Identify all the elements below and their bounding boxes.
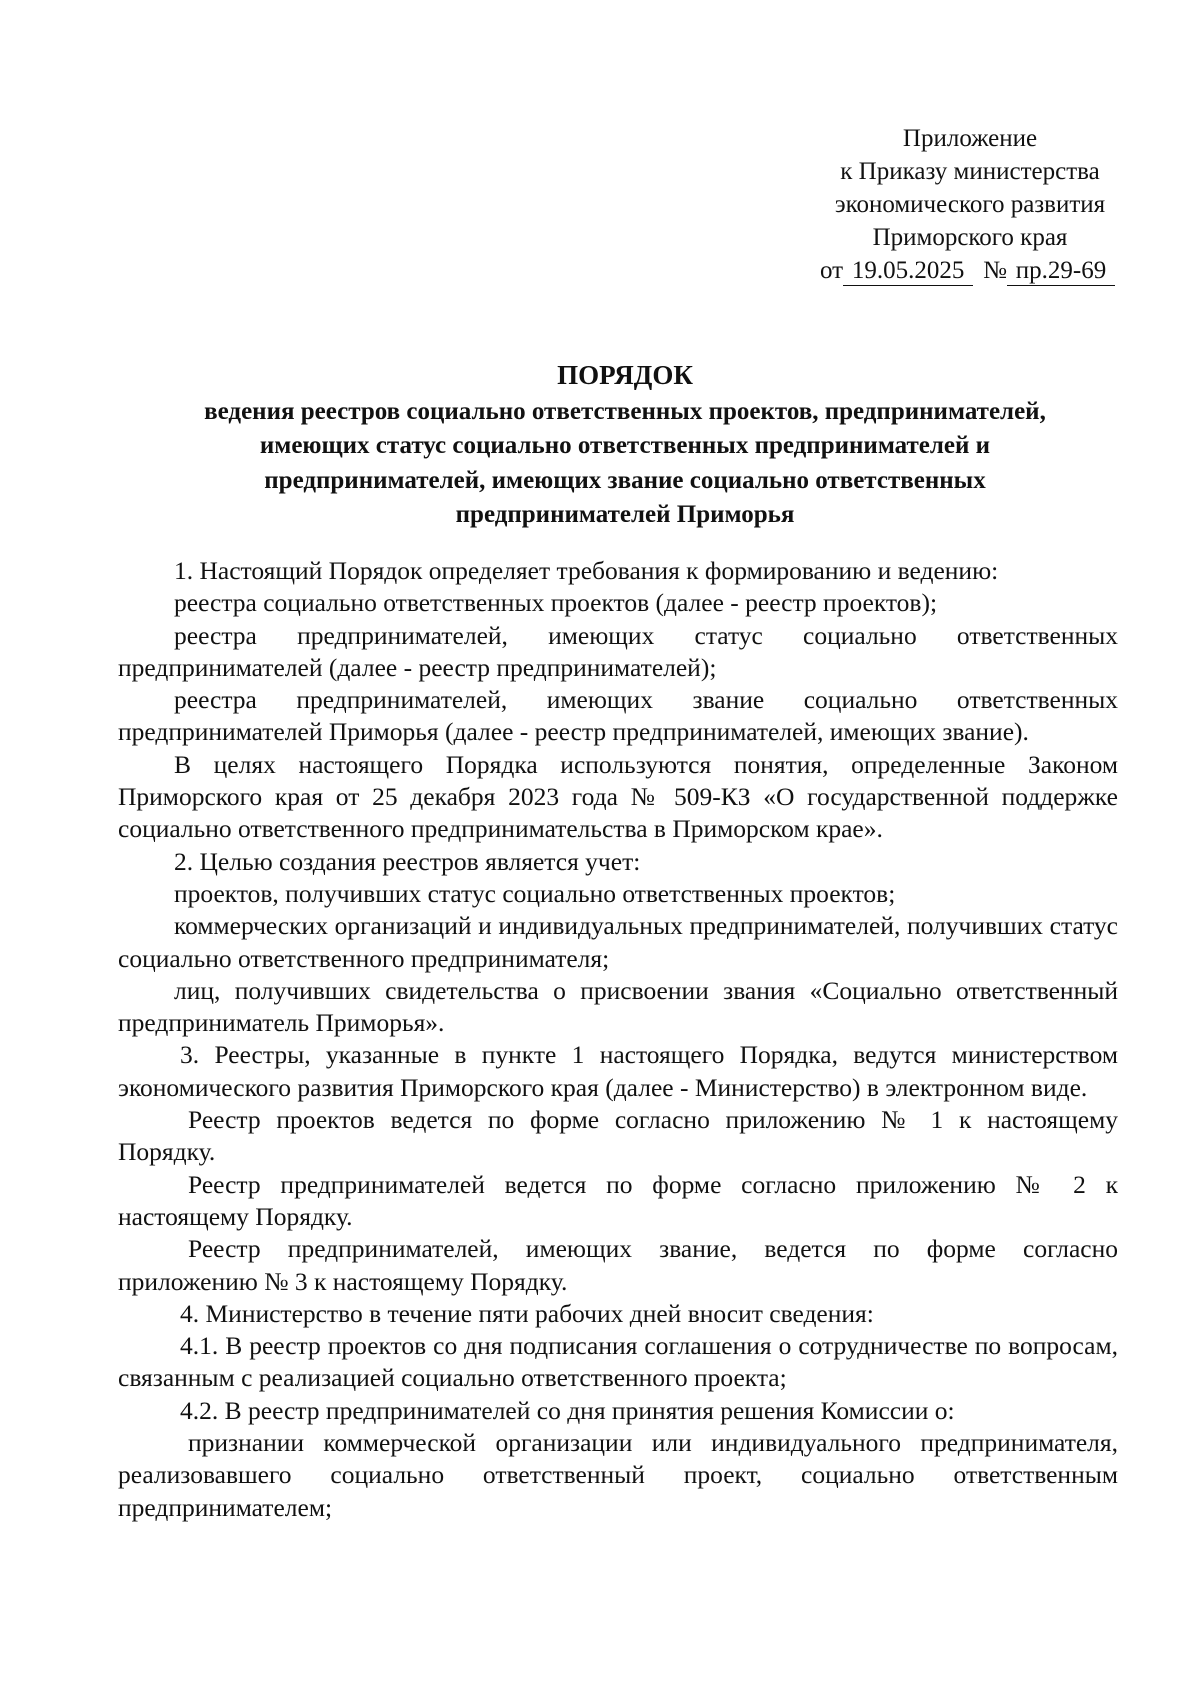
title-line-4: предпринимателей Приморья: [455, 501, 795, 528]
paragraph: признании коммерческой организации или индивидуального предпринимателя, реализовавшего социально ответственный проект, социально ответственным предпринимателем;: [118, 1428, 1118, 1522]
appendix-block: [760, 122, 1180, 287]
date-prefix: от: [820, 257, 844, 284]
appendix-ministry: экономического развития: [834, 191, 1106, 218]
title-main: ПОРЯДОК: [557, 360, 693, 390]
title-line-3: предпринимателей, имеющих звание социально ответственных: [264, 466, 986, 494]
paragraph: 1. Настоящий Порядок определяет требования к формированию и ведению:: [174, 556, 999, 585]
paragraph: лиц, получивших свидетельства о присвоении звания «Социально ответственный предприниматель Приморья».: [118, 975, 1118, 1038]
title-line-2: имеющих статус социально ответственных предпринимателей и: [259, 432, 991, 459]
document-body: [118, 555, 1118, 1524]
paragraph: 4. Министерство в течение пяти рабочих дней вносит сведения:: [180, 1298, 874, 1328]
paragraph: реестра социально ответственных проектов (далее - реестр проектов);: [174, 588, 938, 618]
title-line-1: ведения реестров социально ответственных проектов, предпринимателей,: [204, 397, 1046, 425]
number-sign: №: [983, 257, 1007, 284]
paragraph: 3. Реестры, указанные в пункте 1 настоящего Порядка, ведутся министерством экономического развития Приморского края (далее - Министерство) в электронном виде.: [118, 1040, 1118, 1102]
document-title: [120, 358, 1130, 533]
paragraph: Реестр проектов ведется по форме согласно приложению № 1 к настоящему Порядку.: [118, 1105, 1118, 1167]
paragraph: коммерческих организаций и индивидуальных предпринимателей, получивших статус социально ответственного предпринимателя;: [118, 911, 1118, 973]
paragraph: В целях настоящего Порядка используются понятия, определенные Законом Приморского края от 25 декабря 2023 года № 509-КЗ «О государственной поддержке социально ответственного предпринимательства в Приморском крае».: [118, 749, 1118, 844]
appendix-order-ref: к Приказу министерства: [840, 158, 1100, 185]
paragraph: реестра предпринимателей, имеющих статус социально ответственных предпринимателей (далее - реестр предпринимателей);: [118, 620, 1118, 682]
order-date: 19.05.2025: [843, 257, 973, 286]
appendix-date-number: [760, 254, 1180, 287]
appendix-region: Приморского края: [872, 224, 1068, 251]
paragraph: 4.1. В реестр проектов со дня подписания соглашения о сотрудничестве по вопросам, связанным с реализацией социально ответственного проекта;: [118, 1331, 1118, 1393]
paragraph: Реестр предпринимателей, имеющих звание, ведется по форме согласно приложению № 3 к настоящему Порядку.: [118, 1234, 1118, 1296]
order-number: пр.29-69: [1007, 257, 1115, 286]
paragraph: 2. Целью создания реестров является учет:: [174, 846, 641, 876]
appendix-title: Приложение: [902, 125, 1038, 152]
paragraph: реестра предпринимателей, имеющих звание социально ответственных предпринимателей Приморья (далее - реестр предпринимателей, имеющих звание).: [118, 685, 1118, 747]
paragraph: Реестр предпринимателей ведется по форме согласно приложению № 2 к настоящему Порядку.: [118, 1169, 1118, 1231]
paragraph: 4.2. В реестр предпринимателей со дня принятия решения Комиссии о:: [180, 1395, 955, 1425]
paragraph: проектов, получивших статус социально ответственных проектов;: [174, 878, 896, 908]
